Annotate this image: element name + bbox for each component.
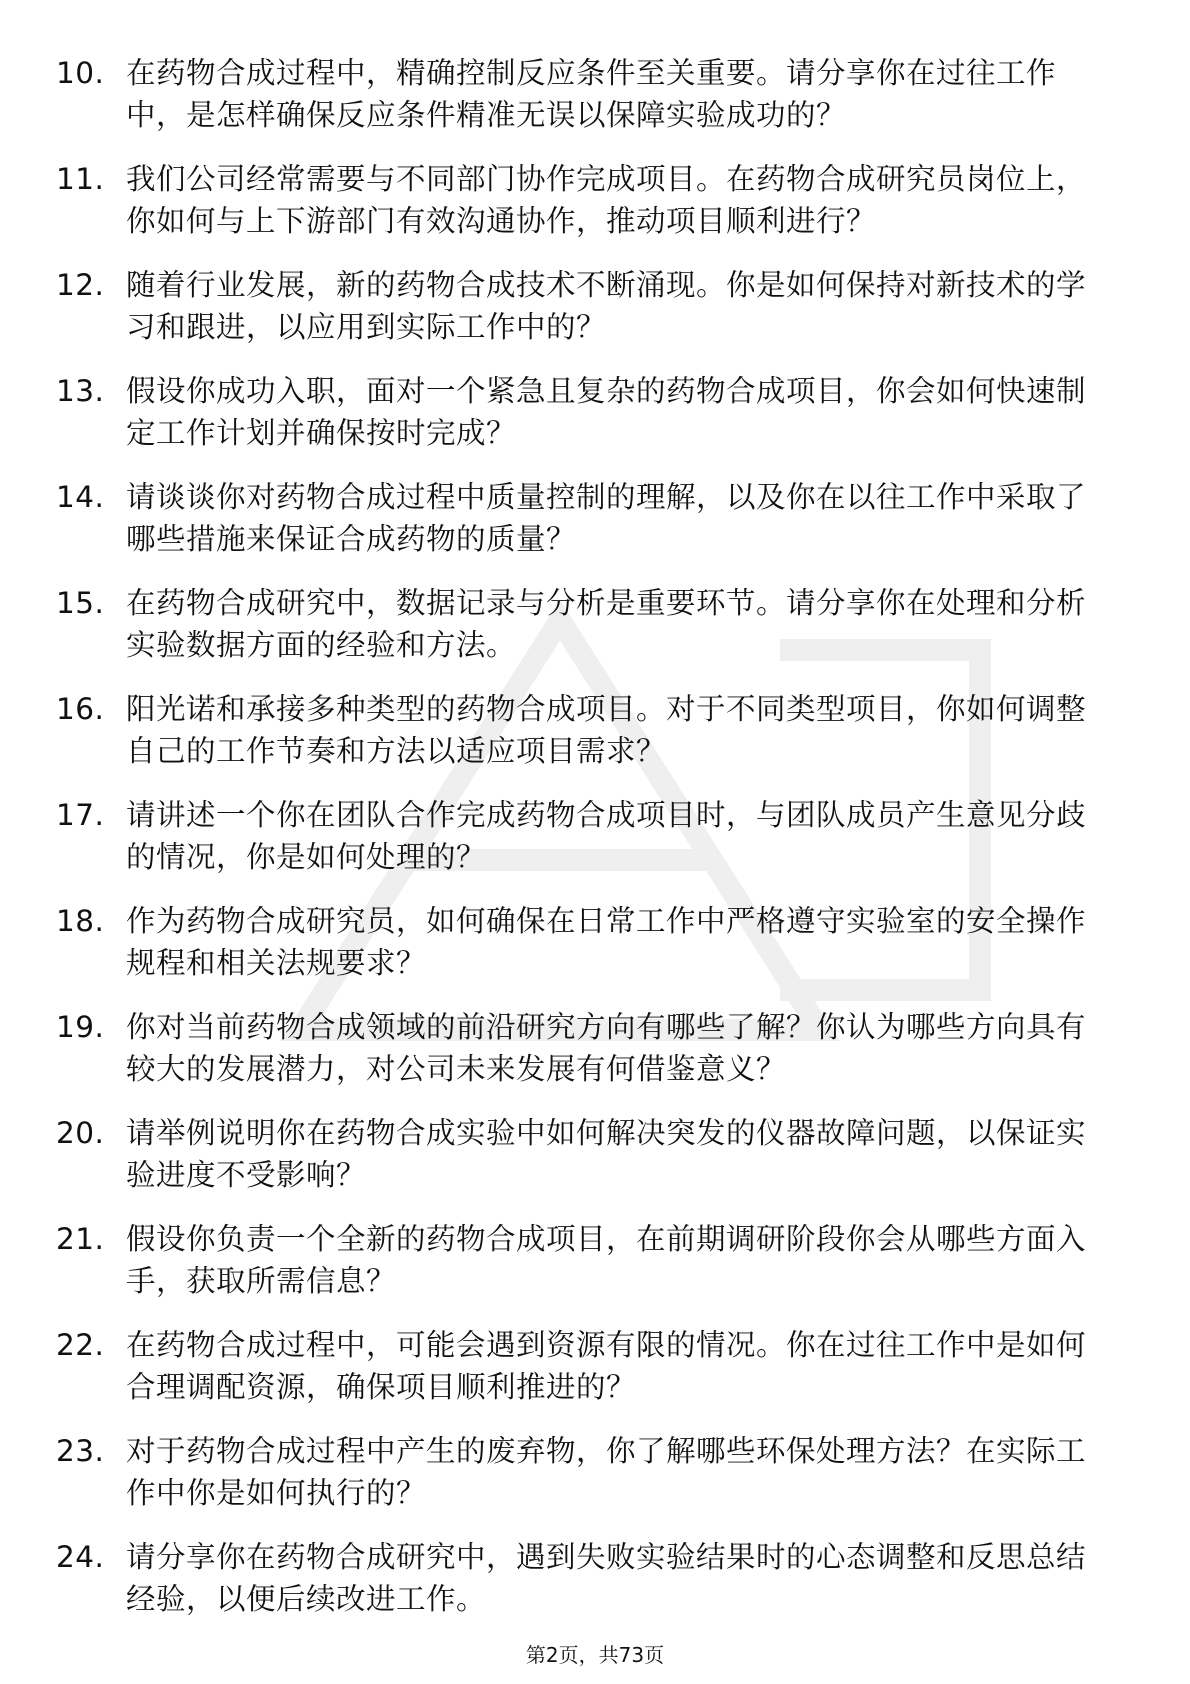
list-item: [0, 264, 1190, 348]
list-item: [0, 1112, 1190, 1196]
list-item: [0, 688, 1190, 772]
question-text: 请谈谈你对药物合成过程中质量控制的理解，以及你在以往工作中采取了哪些措施来保证合成药物的质量？: [126, 480, 1087, 556]
question-number: 15.: [56, 586, 105, 620]
list-item: [0, 370, 1190, 454]
question-text: 作为药物合成研究员，如何确保在日常工作中严格遵守实验室的安全操作规程和相关法规要求？: [126, 904, 1087, 980]
question-number: 10.: [56, 56, 105, 90]
list-item: [0, 1006, 1190, 1090]
question-text: 假设你负责一个全新的药物合成项目，在前期调研阶段你会从哪些方面入手，获取所需信息？: [126, 1222, 1087, 1298]
question-text: 随着行业发展，新的药物合成技术不断涌现。你是如何保持对新技术的学习和跟进，以应用到实际工作中的？: [126, 268, 1087, 344]
question-number: 24.: [56, 1540, 105, 1574]
list-item: [0, 158, 1190, 242]
question-number: 22.: [56, 1328, 105, 1362]
question-text: 阳光诺和承接多种类型的药物合成项目。对于不同类型项目，你如何调整自己的工作节奏和方法以适应项目需求？: [126, 692, 1087, 768]
question-number: 20.: [56, 1116, 105, 1150]
list-item: [0, 1536, 1190, 1620]
question-number: 19.: [56, 1010, 105, 1044]
question-number: 11.: [56, 162, 105, 196]
question-number: 21.: [56, 1222, 105, 1256]
list-item: [0, 1430, 1190, 1514]
question-text: 在药物合成研究中，数据记录与分析是重要环节。请分享你在处理和分析实验数据方面的经验和方法。: [126, 586, 1087, 662]
list-item: [0, 900, 1190, 984]
question-text: 对于药物合成过程中产生的废弃物，你了解哪些环保处理方法？在实际工作中你是如何执行的？: [126, 1434, 1087, 1510]
question-text: 请讲述一个你在团队合作完成药物合成项目时，与团队成员产生意见分歧的情况，你是如何处理的？: [126, 798, 1087, 874]
question-number: 14.: [56, 480, 105, 514]
question-text: 假设你成功入职，面对一个紧急且复杂的药物合成项目，你会如何快速制定工作计划并确保按时完成？: [126, 374, 1087, 450]
question-text: 你对当前药物合成领域的前沿研究方向有哪些了解？你认为哪些方向具有较大的发展潜力，对公司未来发展有何借鉴意义？: [126, 1010, 1087, 1086]
question-text: 请分享你在药物合成研究中，遇到失败实验结果时的心态调整和反思总结经验，以便后续改进工作。: [126, 1540, 1087, 1616]
question-text: 我们公司经常需要与不同部门协作完成项目。在药物合成研究员岗位上，你如何与上下游部门有效沟通协作，推动项目顺利进行？: [126, 162, 1087, 238]
question-text: 在药物合成过程中，可能会遇到资源有限的情况。你在过往工作中是如何合理调配资源，确保项目顺利推进的？: [126, 1328, 1087, 1404]
list-item: [0, 476, 1190, 560]
list-item: [0, 1218, 1190, 1302]
page-footer: 第2页，共73页: [525, 1643, 665, 1667]
question-text: 请举例说明你在药物合成实验中如何解决突发的仪器故障问题，以保证实验进度不受影响？: [126, 1116, 1087, 1192]
question-number: 13.: [56, 374, 105, 408]
question-number: 17.: [56, 798, 105, 832]
list-item: [0, 582, 1190, 666]
question-number: 18.: [56, 904, 105, 938]
question-number: 23.: [56, 1434, 105, 1468]
list-item: [0, 794, 1190, 878]
question-text: 在药物合成过程中，精确控制反应条件至关重要。请分享你在过往工作中，是怎样确保反应条件精准无误以保障实验成功的？: [126, 56, 1057, 132]
question-number: 12.: [56, 268, 105, 302]
question-list: [0, 52, 1190, 1642]
question-number: 16.: [56, 692, 105, 726]
list-item: [0, 52, 1190, 136]
list-item: [0, 1324, 1190, 1408]
